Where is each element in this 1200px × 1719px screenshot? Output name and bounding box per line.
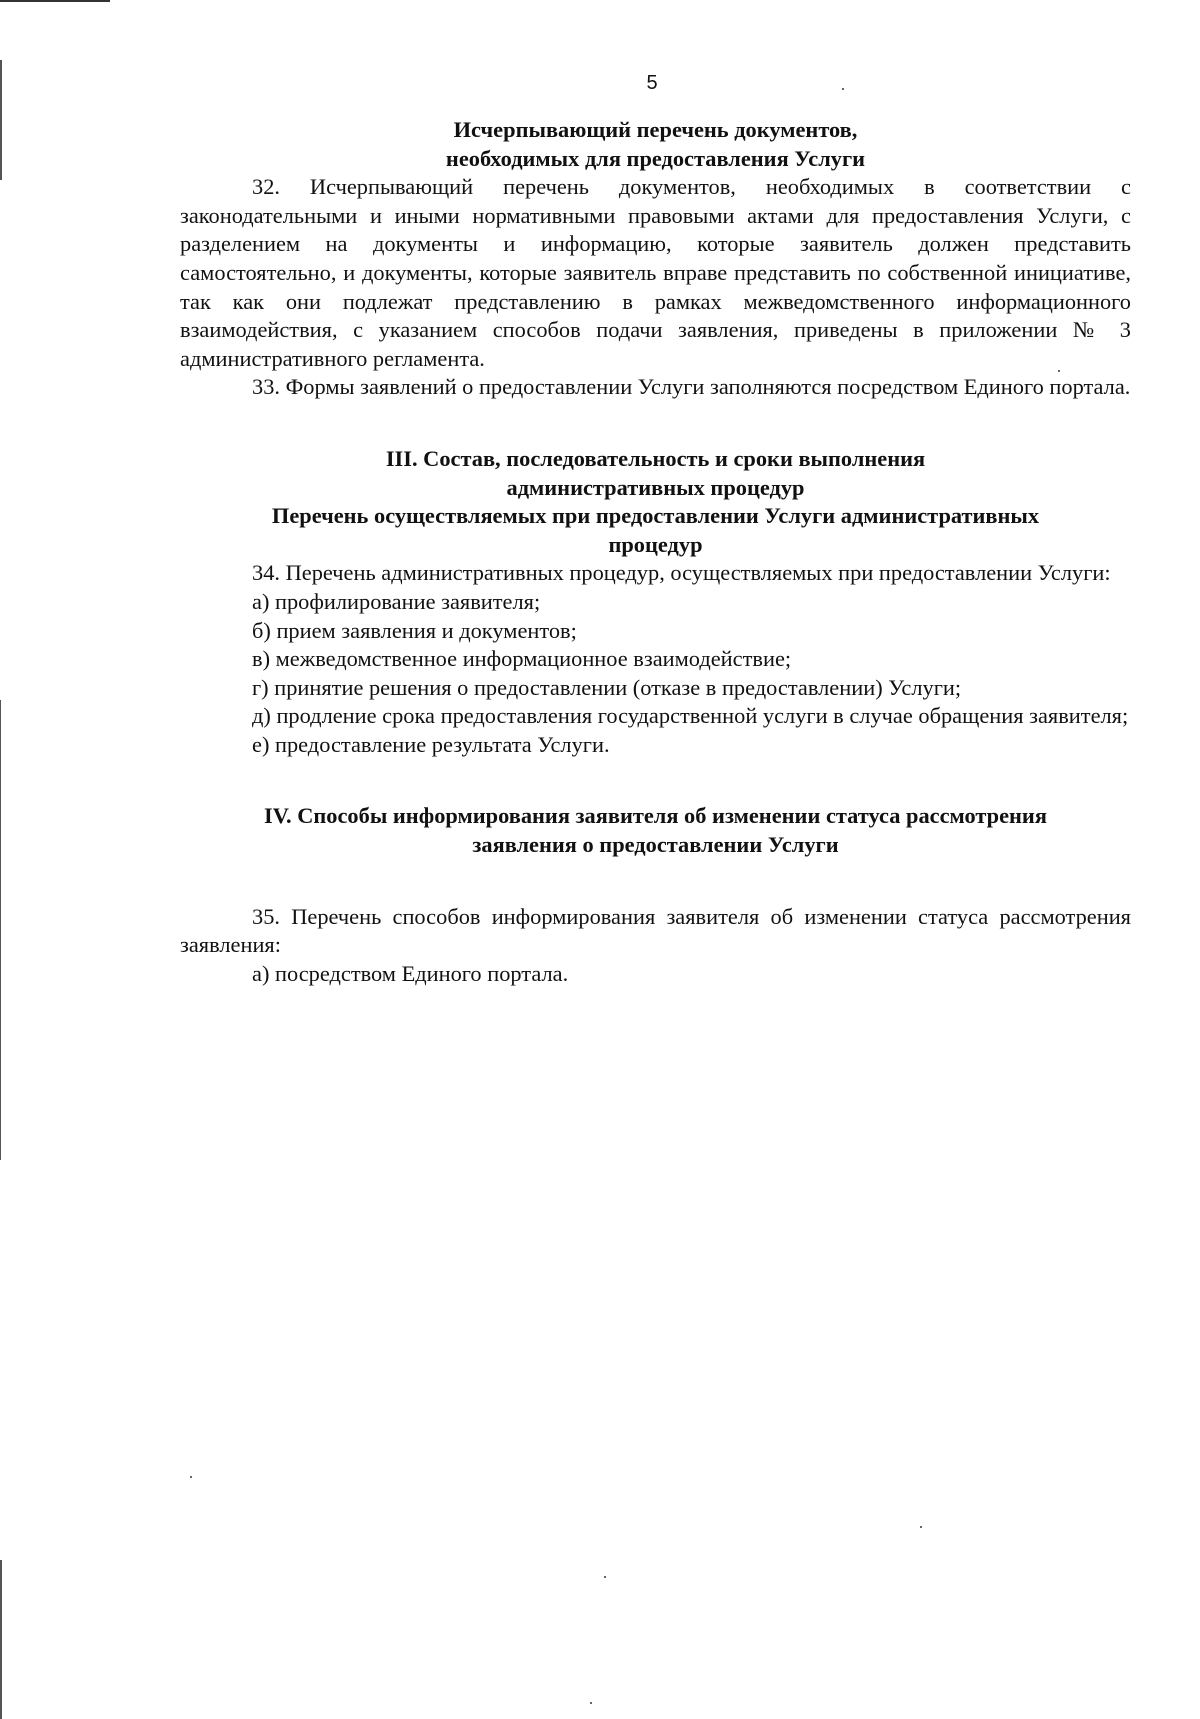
list-item: д) продление срока предоставления государственной услуги в случае обращения заявителя; [252, 703, 1129, 729]
page-number: 5 [646, 72, 658, 94]
section-heading: IV. Способы информирования заявителя об изменении статуса рассмотрения [264, 803, 1047, 829]
paragraph-35: 35. Перечень способов информирования заявителя об изменении статуса рассмотрения заявления: [180, 903, 1131, 958]
subsection-heading: Перечень осуществляемых при предоставлении Услуги административных [271, 503, 1040, 529]
scan-edge-mark [0, 0, 110, 2]
scan-speck [590, 1702, 592, 1704]
list-item: в) межведомственное информационное взаимодействие; [252, 646, 792, 672]
section-heading: необходимых для предоставления Услуги [445, 145, 866, 171]
list-item: г) принятие решения о предоставлении (отказе в предоставлении) Услуги; [252, 674, 962, 700]
list-item: а) посредством Единого портала. [252, 960, 569, 986]
section-heading: III. Состав, последовательность и сроки выполнения [385, 445, 926, 471]
section-heading: заявления о предоставлении Услуги [472, 832, 839, 858]
subsection-heading: процедур [608, 531, 703, 557]
paragraph-34: 34. Перечень административных процедур, осуществляемых при предоставлении Услуги: [252, 560, 1111, 586]
list-item: б) прием заявления и документов; [252, 617, 577, 643]
list-item: е) предоставление результата Услуги. [252, 731, 610, 757]
scan-margin-line [0, 60, 2, 180]
paragraph-33: 33. Формы заявлений о предоставлении Услуги заполняются посредством Единого портала. [252, 374, 1131, 400]
scan-speck [604, 1576, 606, 1578]
scan-speck [190, 1476, 192, 1478]
scan-margin-line [0, 700, 1, 1160]
scan-speck [920, 1526, 922, 1528]
scan-margin-line [0, 1560, 2, 1719]
paragraph-32: 32. Исчерпывающий перечень документов, необходимых в соответствии с законодательными и иными нормативными правовыми актами для предоставления Услуги, с разделением на документы и информацию, которые заявитель должен представить самостоятельно, и документы, которые заявитель вправе представить по собственной инициативе, так как они подлежат представлению в рамках межведомственного информационного взаимодействия, с указанием способов подачи заявления, приведены в приложении № 3 административного регламента. [180, 174, 1131, 371]
section-heading: Исчерпывающий перечень документов, [453, 117, 858, 142]
document-body [180, 116, 1131, 988]
section-heading: административных процедур [506, 474, 805, 500]
list-item: а) профилирование заявителя; [252, 588, 541, 614]
